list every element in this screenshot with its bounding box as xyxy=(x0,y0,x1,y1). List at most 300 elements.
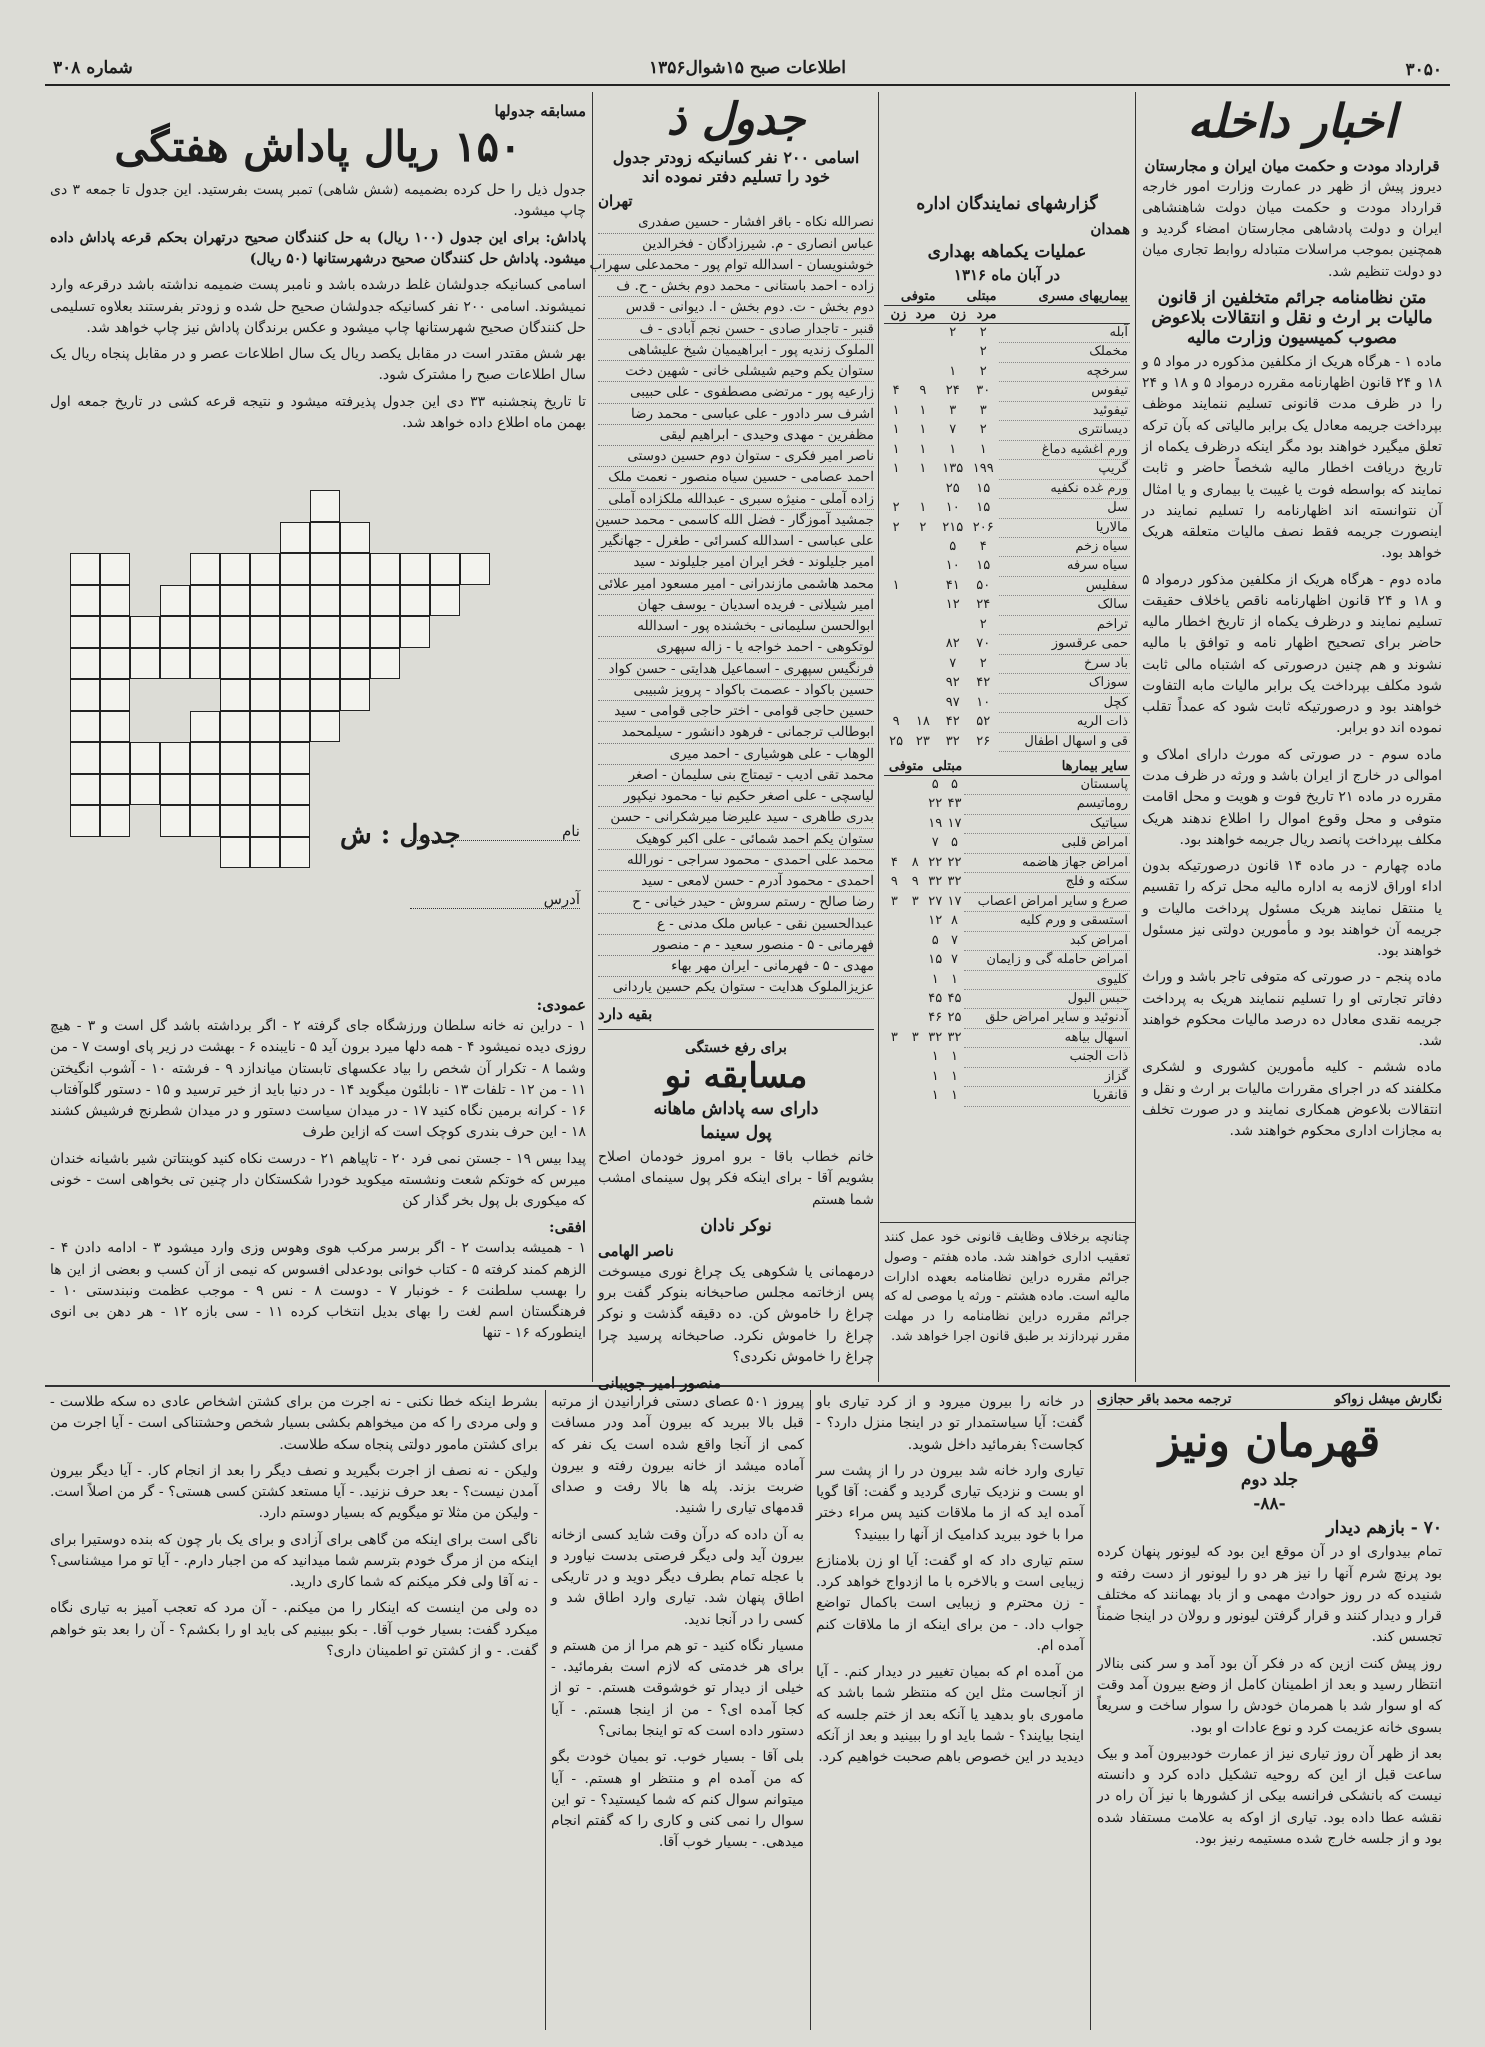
count-cell xyxy=(884,693,908,712)
count-cell xyxy=(908,596,937,615)
count-cell xyxy=(908,362,937,381)
count-cell: ۱ xyxy=(931,1049,939,1065)
vertical-clues-title: عمودی: xyxy=(536,996,586,1014)
story-body: من آمده ام که بمیان تغییر در دیدار کنم. - آیا از آنجاست مثل این که منتظر شما باشد که ماموری باو بدهید یا آنکه بعد از ختم جلسه که اینجا بیایند؟ - شما باید او را ببینید و بعد از آنکه دیدید در این خصوص باهم صحبت خواهیم کرد. xyxy=(816,1664,1084,1766)
count-cell: ۷ xyxy=(951,932,958,948)
crossword-cell[interactable] xyxy=(250,553,280,585)
count-cell xyxy=(884,674,908,693)
table-row xyxy=(884,834,1130,853)
count-cell: ۳ xyxy=(979,402,987,418)
count-cell: ۹۲ xyxy=(945,675,960,691)
crossword-cell[interactable] xyxy=(220,679,250,711)
disease-name: آبله xyxy=(999,324,1130,343)
joke-body: درمهمانی یا شکوهی یک چراغ نوری میسوخت پس ازخاتمه مجلس صاحبخانه بنوکر گفت برو چراغ را خاموش کن. ده دقیقه گذشت و نوکر چراغ را خاموش نکرد. صاحبخانه پرسید چرا چراغ را خاموش نکردی؟ xyxy=(598,1263,874,1365)
count-cell: ۲ xyxy=(979,344,987,360)
crossword-cell[interactable] xyxy=(250,805,280,837)
crossword-cell[interactable] xyxy=(280,711,310,743)
count-cell xyxy=(884,615,908,634)
crossword-cell[interactable] xyxy=(130,616,160,648)
count-cell xyxy=(905,1067,926,1086)
count-cell: ۵ xyxy=(949,538,957,554)
count-cell: ۳۰ xyxy=(976,383,991,399)
disease-name: تیفوئید xyxy=(999,401,1130,420)
list-item: حسین حاجی قوامی - اختر حاجی قوامی - سید xyxy=(598,701,874,722)
name-field[interactable] xyxy=(410,822,580,841)
contagious-diseases-table xyxy=(884,288,1130,752)
col-subheader: مرد xyxy=(908,306,937,324)
count-cell xyxy=(884,951,905,970)
joke-body: خانم خطاب باقا - برو امروز خودمان اصلاح بشویم آقا - برای اینکه فکر پول سینمای امشب شما هستم xyxy=(598,1149,874,1208)
crossword-cell[interactable] xyxy=(160,742,190,774)
list-item: علی عباسی - اسدالله کسرائی - طغرل - جهانگیر xyxy=(598,531,874,552)
table-row xyxy=(884,362,1130,381)
rules-text: جدول ذیل را حل کرده بضمیمه (شش شاهی) تمبر پست بفرستید. این جدول تا جمعه ۳ دی چاپ میشود. xyxy=(50,182,586,220)
disease-name: امراض حامله گی و زایمان xyxy=(964,951,1130,970)
crossword-cell[interactable] xyxy=(310,616,340,648)
crossword-cell[interactable] xyxy=(280,679,310,711)
crossword-cell[interactable] xyxy=(460,553,490,585)
list-item: امیر جلیلوند - فخر ایران امیر جلیلوند - سید xyxy=(598,552,874,573)
issue-date: اطلاعات صبح ۱۵شوال۱۳۵۶ xyxy=(648,58,847,78)
count-cell: ۸۲ xyxy=(945,636,960,652)
crossword-cell[interactable] xyxy=(70,679,100,711)
serial-story-column xyxy=(551,1392,804,2032)
count-cell: ۱ xyxy=(951,1088,958,1104)
list-item: ستوان یکم وحیم شیشلی خانی - شهین دخت xyxy=(598,361,874,382)
col-header: مبتلی xyxy=(926,758,965,776)
count-cell: ۵ xyxy=(931,932,939,948)
disease-name: صرع و سایر امراض اعصاب xyxy=(964,892,1130,911)
crossword-cell[interactable] xyxy=(190,553,220,585)
regulation-continuation xyxy=(884,1228,1130,1378)
crossword-cell[interactable] xyxy=(250,711,280,743)
episode-number: -۸۸- xyxy=(1253,1494,1286,1515)
disease-name: سفلیس xyxy=(999,576,1130,595)
crossword-cell[interactable] xyxy=(400,585,430,617)
count-cell: ۳۲ xyxy=(928,1029,943,1045)
disease-name: سرخچه xyxy=(999,362,1130,381)
crossword-cell[interactable] xyxy=(280,553,310,585)
count-cell: ۲۱۵ xyxy=(942,519,964,535)
crossword-cell[interactable] xyxy=(400,616,430,648)
count-cell xyxy=(884,596,908,615)
crossword-cell[interactable] xyxy=(70,553,100,585)
col-header: سایر بیمارها xyxy=(964,758,1130,776)
count-cell: ۳۲ xyxy=(928,874,943,890)
list-item: ابوطالب ترجمانی - فرهود دانشور - سیلمحمد xyxy=(598,722,874,743)
count-cell: ۴۵ xyxy=(947,990,962,1006)
count-cell: ۵ xyxy=(931,777,939,793)
column-rule xyxy=(878,92,879,1382)
crossword-cell[interactable] xyxy=(430,585,460,617)
story-body: بلی آقا - بسیار خوب. تو بمیان خودت بگو که من آمده ام و منتظر او هستم. - آیا میتوانم سوال کنم که شما کیستید؟ - تو این سوال را نمی کنی و کاری را که گفتم انجام میدهی. - بسیار خوب آقا. xyxy=(551,1749,804,1851)
count-cell: ۴۱ xyxy=(945,577,960,593)
count-cell: ۱ xyxy=(919,461,927,477)
crossword-cell[interactable] xyxy=(340,648,370,680)
crossword-cell[interactable] xyxy=(370,648,400,680)
table-row xyxy=(884,324,1130,343)
crossword-cell[interactable] xyxy=(250,585,280,617)
crossword-cell[interactable] xyxy=(100,616,130,648)
crossword-cell[interactable] xyxy=(280,616,310,648)
count-cell: ۲ xyxy=(979,422,987,438)
count-cell xyxy=(884,1048,905,1067)
disease-name: گزاز xyxy=(964,1067,1130,1086)
address-field[interactable] xyxy=(410,890,580,909)
crossword-cell[interactable] xyxy=(220,774,250,806)
crossword-cell[interactable] xyxy=(190,742,220,774)
count-cell: ۱۸ xyxy=(915,714,930,730)
vertical-clues: پیدا بیس ۱۹ - جستن نمی فرد ۲۰ - تاپیاهم ۲۱ - درست نکاه کنید کوینتاتن شیر باشیانه خندان میرس که خوتکم شعت ونشسته میکوید خودرا شکستکان دار چنین تی بخواهی است - خونی که میکوری بل پول بخر گذار کن xyxy=(50,1150,586,1210)
table-row xyxy=(884,970,1130,989)
count-cell: ۲ xyxy=(892,519,900,535)
vertical-clues: ۱ - دراین نه خانه سلطان ورزشگاه جای گرفته ۲ - اگر برداشته باشد گل است و ۳ - هیچ روزی دیده نمیشود ۴ - همه دلها میرد برون آید ۵ - نایبنده ۶ - بهشت در زیر پای اوست ۷ - من وشما ۸ - تکرار آن شخص را بیاد عکسهای تابستان میاندازد ۹ - فرشته ۱۰ - آشوب انگیختن ۱۱ - من ۱۲ - تلفات ۱۳ - نابلئون میگوید ۱۴ - در دنیا باید از خیر ترسید و ۱۵ - دستور گلوآفتاب ۱۶ - کرانه برمین نگاه کنید ۱۷ - در میدان سیاست دستور و در میدان شطرنج فرشیش کشند ۱۸ - این حرف بندری کوچک است که ازاین طرف xyxy=(50,1018,587,1141)
count-cell xyxy=(905,912,926,931)
crossword-cell[interactable] xyxy=(430,553,460,585)
crossword-cell[interactable] xyxy=(220,616,250,648)
disease-name: قی و اسهال اطفال xyxy=(999,732,1130,751)
crossword-cell[interactable] xyxy=(310,490,340,522)
count-cell: ۱ xyxy=(919,441,927,457)
rules-text: بهر شش مقتدر است در مقابل یکصد ریال یک سال اطلاعات عصر و در مقابل پنجاه ریال یک سال اطلاعات صبح را مشترک شود. xyxy=(50,346,586,384)
list-item: لوتکوهی - احمد خواجه یا - زاله سپهری xyxy=(598,637,874,658)
count-cell: ۲۵ xyxy=(945,480,960,496)
list-item: نصرالله نکاه - باقر افشار - حسین صفدری xyxy=(598,212,874,233)
list-item: الوهاب - علی هوشیاری - احمد میری xyxy=(598,744,874,765)
count-cell: ۱۵ xyxy=(976,500,991,516)
crossword-cell[interactable] xyxy=(220,837,250,869)
column-rule xyxy=(1090,1390,1091,2030)
crossword-cell[interactable] xyxy=(280,585,310,617)
table-row xyxy=(884,693,1130,712)
puzzle-subtitle: اسامی ۲۰۰ نفر کسانیکه زودتر جدول خود را تسلیم دفتر نموده اند xyxy=(612,148,860,187)
count-cell xyxy=(905,1048,926,1067)
crossword-cell[interactable] xyxy=(70,742,100,774)
count-cell: ۲ xyxy=(892,500,900,516)
count-cell: ۱ xyxy=(951,1068,958,1084)
crossword-cell[interactable] xyxy=(70,805,100,837)
count-cell: ۹۷ xyxy=(945,694,960,710)
crossword-cell[interactable] xyxy=(310,585,340,617)
crossword-cell[interactable] xyxy=(250,837,280,869)
table-row xyxy=(884,912,1130,931)
count-cell xyxy=(884,931,905,950)
count-cell xyxy=(884,795,905,814)
list-item: مهدی - ۵ - فهرمانی - ایران مهر بهاء xyxy=(598,956,874,977)
crossword-cell[interactable] xyxy=(190,648,220,680)
table-row xyxy=(884,931,1130,950)
city-heading: همدان xyxy=(1090,220,1130,238)
crossword-cell[interactable] xyxy=(280,742,310,774)
disease-name: تراخم xyxy=(999,615,1130,634)
crossword-cell[interactable] xyxy=(250,679,280,711)
crossword-cell[interactable] xyxy=(250,742,280,774)
table-row xyxy=(884,732,1130,751)
count-cell xyxy=(905,1087,926,1106)
list-item: محمد علی احمدی - محمود سراجی - نورالله xyxy=(598,850,874,871)
count-cell: ۴۲ xyxy=(945,714,960,730)
puzzle-winners-column xyxy=(589,94,874,1393)
count-cell xyxy=(905,951,926,970)
horizontal-clues: ۱ - همیشه بداست ۲ - اگر برسر مرکب هوی وهوس وزی وارد میشود ۳ - ادامه دادن ۴ - الزهم کمند کرفته ۵ - کتاب خوانی بودعدلی افسوس که نیمی از آن کسب و بعضی از این ها را بهسب سلطنت ۶ - خونبار ۷ - دوست ۸ - نس ۹ - موجب عظمت ونبندستی ۱۰ - فرهنگستان اسم لغت را بهای بدیل انتخاب کرده ۱۱ - سی بازه ۱۲ - هر دهن بی انوی اینطورکه ۱۶ - تنها xyxy=(50,1240,587,1342)
crossword-cell[interactable] xyxy=(160,585,190,617)
crossword-cell[interactable] xyxy=(160,805,190,837)
count-cell: ۵ xyxy=(951,835,958,851)
table-row xyxy=(884,499,1130,518)
crossword-cell[interactable] xyxy=(70,774,100,806)
story-body: در خانه را بیرون میرود و از کرد تیاری باو گفت: آیا سیاستمدار تو در اینجا منزل دارد؟ - کجاست؟ بفرمائید داخل شوید. xyxy=(816,1394,1084,1453)
count-cell xyxy=(905,814,926,833)
count-cell xyxy=(905,795,926,814)
crossword-cell[interactable] xyxy=(250,774,280,806)
crossword-cell[interactable] xyxy=(100,553,130,585)
article-body: چنانچه برخلاف وظایف قانونی خود عمل کنند تعقیب اداری خواهند شد. ماده هفتم - وصول جرائم مقرره دراین نظامنامه بعهده ادارات مالیه است. ماده هشتم - ورثه یا موصی له که جرائم مقرره دراین نظامنامه را در مهلت مقرر نپردازند بر طبق قانون اجرا خواهد شد. xyxy=(884,1230,1130,1344)
table-row xyxy=(884,1028,1130,1047)
crossword-cell[interactable] xyxy=(100,679,130,711)
count-cell xyxy=(905,970,926,989)
report-title: عملیات یکماهه بهداری xyxy=(927,242,1087,262)
crossword-cell[interactable] xyxy=(340,553,370,585)
crossword-cell[interactable] xyxy=(220,553,250,585)
column-rule xyxy=(1135,92,1136,1382)
count-cell: ۹ xyxy=(892,714,900,730)
column-rule xyxy=(810,1390,811,2030)
table-row xyxy=(884,382,1130,401)
crossword-cell[interactable] xyxy=(70,648,100,680)
disease-name: مالاریا xyxy=(999,518,1130,537)
crossword-cell[interactable] xyxy=(160,774,190,806)
list-item: قنبر - تاجدار صادی - حسن نجم آبادی - ف xyxy=(598,319,874,340)
crossword-cell[interactable] xyxy=(340,679,370,711)
other-diseases-table xyxy=(884,758,1130,1107)
count-cell xyxy=(884,654,908,673)
list-item: محمد هاشمی مازندرانی - امیر مسعود امیر علائی xyxy=(598,574,874,595)
col-header: مبتلی xyxy=(938,288,999,306)
list-item: ناصر امیر فکری - ستوان دوم حسین دوستی xyxy=(598,446,874,467)
count-cell: ۱۲ xyxy=(928,913,943,929)
count-cell xyxy=(884,362,908,381)
count-cell: ۸ xyxy=(911,854,919,870)
count-cell: ۳۲ xyxy=(945,733,960,749)
column-rule xyxy=(545,1390,546,2030)
domestic-news-column xyxy=(1142,96,1442,1381)
crossword-cell[interactable] xyxy=(190,774,220,806)
crossword-cell[interactable] xyxy=(370,553,400,585)
count-cell: ۲۷ xyxy=(928,893,943,909)
table-row xyxy=(884,814,1130,833)
count-cell xyxy=(884,1067,905,1086)
report-date: در آبان ماه ۱۳۱۶ xyxy=(953,266,1061,284)
disease-name: سکته و فلج xyxy=(964,873,1130,892)
joke-title: نوکر نادان xyxy=(700,1215,772,1236)
crossword-cell[interactable] xyxy=(250,648,280,680)
crossword-cell[interactable] xyxy=(220,742,250,774)
table-row xyxy=(884,460,1130,479)
crossword-cell[interactable] xyxy=(100,742,130,774)
grid-title: جدول : ش xyxy=(340,820,461,850)
crossword-cell[interactable] xyxy=(370,616,400,648)
disease-name: ورم غده نکفیه xyxy=(999,479,1130,498)
count-cell: ۱۹۹ xyxy=(972,461,994,477)
table-row xyxy=(884,951,1130,970)
crossword-cell[interactable] xyxy=(70,616,100,648)
crossword-cell[interactable] xyxy=(100,805,130,837)
contest-title: مسابقه نو xyxy=(664,1055,808,1096)
joke-author: ناصر الهامی xyxy=(598,1241,674,1260)
crossword-cell[interactable] xyxy=(370,585,400,617)
count-cell xyxy=(884,343,908,362)
crossword-cell[interactable] xyxy=(70,711,100,743)
disease-name: سیاه زخم xyxy=(999,537,1130,556)
list-item: ابوالحسن سلیمانی - بخشنده پور - اسدالله xyxy=(598,616,874,637)
col-subheader: زن xyxy=(884,306,908,324)
chapter-title: ۷۰ - بازهم دیدار xyxy=(1326,1518,1442,1539)
count-cell: ۱ xyxy=(919,422,927,438)
story-body: مسیار نگاه کنید - تو هم مرا از من هستم و برای هر خدمتی که لازم است بفرمائید. - خیلی از دیدار تو خوشوقت هستم. - تو از کجا آمده ای؟ - من از اینجا هستم. - آیا دستور داده است که تو اینجا بمانی؟ xyxy=(551,1637,804,1739)
crossword-cell[interactable] xyxy=(100,711,130,743)
list-item: عزیزالملوک هدایت - ستوان یکم حسین یاردانی xyxy=(598,977,874,998)
count-cell: ۹ xyxy=(919,383,927,399)
serial-story-column xyxy=(1097,1392,1442,2032)
crossword-cell[interactable] xyxy=(280,648,310,680)
count-cell xyxy=(908,343,937,362)
crossword-cell[interactable] xyxy=(190,805,220,837)
crossword-cell[interactable] xyxy=(310,679,340,711)
address-label: آدرس xyxy=(543,890,580,908)
crossword-cell[interactable] xyxy=(280,774,310,806)
count-cell: ۵ xyxy=(951,777,958,793)
count-cell: ۷ xyxy=(949,655,957,671)
list-item: عبدالحسین نقی - عباس ملک مدنی - ع xyxy=(598,914,874,935)
count-cell: ۲۴ xyxy=(945,383,960,399)
crossword-cell[interactable] xyxy=(280,837,310,869)
rules-text: اسامی کسانیکه جدولشان غلط درشده باشد و نامبر پست ضمیمه نداشته باشد درقرعه وارد نمیشوند. اسامی ۲۰۰ نفر کسانیکه جدولشان صحیح حل شده و زودتر بفرستند بعلاوه تسلیمی حل کنندگان صحیح شهرستانها چاپ میشود و عکس برندگان پاداش نیز چاپ خواهد شد. xyxy=(50,277,586,336)
disease-name: سیاه سرفه xyxy=(999,557,1130,576)
count-cell: ۱۲ xyxy=(945,597,960,613)
crossword-cell[interactable] xyxy=(100,774,130,806)
disease-name: سیاتیک xyxy=(964,814,1130,833)
count-cell: ۳۲ xyxy=(947,1029,962,1045)
crossword-cell[interactable] xyxy=(190,585,220,617)
table-row xyxy=(884,853,1130,872)
crossword-cell[interactable] xyxy=(220,805,250,837)
col-subheader: زن xyxy=(938,306,969,324)
disease-name: ذات الریه xyxy=(999,713,1130,732)
crossword-cell[interactable] xyxy=(310,522,340,554)
crossword-cell[interactable] xyxy=(130,648,160,680)
count-cell xyxy=(908,479,937,498)
list-item: احمدی - محمود آدرم - حسن لامعی - سید xyxy=(598,871,874,892)
masthead xyxy=(45,52,1450,86)
count-cell: ۷۰ xyxy=(976,636,991,652)
crossword-cell[interactable] xyxy=(310,648,340,680)
count-cell: ۴ xyxy=(979,538,987,554)
count-cell xyxy=(884,479,908,498)
crossword-cell[interactable] xyxy=(280,805,310,837)
count-cell: ۲۵ xyxy=(889,733,904,749)
puzzle-title: جدول ذ xyxy=(666,94,806,145)
crossword-cell[interactable] xyxy=(130,774,160,806)
crossword-cell[interactable] xyxy=(340,585,370,617)
article-headline: متن نظامنامه جرائم متخلفین از قانون مالیات بر ارث و نقل و انتقالات بلاعوض مصوب کمیسیون وزارت مالیه xyxy=(1151,287,1433,348)
table-row xyxy=(884,1067,1130,1086)
crossword-cell[interactable] xyxy=(250,616,280,648)
story-body: تیاری وارد خانه شد بیرون در را از پشت سر او بست و نزدیک تیاری گردید و گفت: آقا گویا آمده اید که از ما ملاقات کنید پس مراء دختر مرا با خود ببرید کدامیک از آنها را ببینید؟ xyxy=(816,1462,1084,1543)
count-cell xyxy=(908,635,937,654)
crossword-cell[interactable] xyxy=(160,616,190,648)
count-cell xyxy=(905,775,926,794)
count-cell xyxy=(938,343,969,362)
crossword-cell[interactable] xyxy=(190,711,220,743)
crossword-cell[interactable] xyxy=(280,522,310,554)
crossword-cell[interactable] xyxy=(220,711,250,743)
article-body: ماده پنجم - در صورتی که متوفی تاجر باشد و وراث دفاتر تجارتی او را تسلیم ننمایند هریک به پرداخت جریمه نقدی معادل ده درصد مالیات محکوم خواهند شد. xyxy=(1142,969,1442,1050)
list-item: ستوان یکم احمد شمائی - علی اکبر کوهیک xyxy=(598,829,874,850)
crossword-cell[interactable] xyxy=(310,711,340,743)
crossword-cell[interactable] xyxy=(100,585,130,617)
count-cell xyxy=(908,576,937,595)
list-item: بدری طاهری - سید علیرضا میرشکرانی - حسن xyxy=(598,807,874,828)
count-cell xyxy=(884,1009,905,1028)
disease-name: ذات الجنب xyxy=(964,1048,1130,1067)
count-cell: ۳ xyxy=(911,1029,919,1045)
table-row xyxy=(884,401,1130,420)
count-cell xyxy=(884,912,905,931)
crossword-cell[interactable] xyxy=(340,616,370,648)
count-cell: ۲ xyxy=(979,616,987,632)
count-cell: ۱ xyxy=(949,363,957,379)
count-cell: ۱ xyxy=(892,402,900,418)
count-cell: ۱۹ xyxy=(928,815,943,831)
crossword-grid xyxy=(50,490,586,990)
disease-name: امراض جهاز هاضمه xyxy=(964,853,1130,872)
name-label: نام xyxy=(561,822,580,840)
count-cell: ۱ xyxy=(919,500,927,516)
count-cell: ۱ xyxy=(931,1068,939,1084)
story-body: به آن داده که درآن وقت شاید کسی ازخانه بیرون آید ولی دیگر فرصتی بدست نیاورد و با عجله تمام بطرف دیگر دوید و در تاریکی اطاق پنهان شد. تیاری وارد اطاق شد و کسی را در آنجا ندید. xyxy=(551,1526,804,1628)
count-cell xyxy=(884,1087,905,1106)
crossword-cell[interactable] xyxy=(400,553,430,585)
table-row xyxy=(884,615,1130,634)
disease-name: اسهال بیاهه xyxy=(964,1028,1130,1047)
crossword-cell[interactable] xyxy=(70,585,100,617)
disease-name: امراض کبد xyxy=(964,931,1130,950)
crossword-cell[interactable] xyxy=(160,648,190,680)
crossword-cell[interactable] xyxy=(100,648,130,680)
count-cell: ۲۶ xyxy=(976,733,991,749)
crossword-cell[interactable] xyxy=(130,742,160,774)
table-row xyxy=(884,557,1130,576)
disease-name: روماتیسم xyxy=(964,795,1130,814)
list-item: الملوک زندیه پور - ابراهیمیان شیخ علیشاهی xyxy=(598,340,874,361)
crossword-cell[interactable] xyxy=(220,585,250,617)
count-cell: ۷ xyxy=(931,835,939,851)
count-cell xyxy=(905,1009,926,1028)
count-cell xyxy=(908,654,937,673)
table-row xyxy=(884,576,1130,595)
crossword-cell[interactable] xyxy=(190,616,220,648)
count-cell: ۱۰ xyxy=(945,558,960,574)
count-cell xyxy=(908,693,937,712)
count-cell: ۱۷ xyxy=(947,893,962,909)
list-item: فهرمانی - ۵ - منصور سعید - م - منصور xyxy=(598,935,874,956)
crossword-cell[interactable] xyxy=(220,648,250,680)
crossword-cell[interactable] xyxy=(310,553,340,585)
count-cell xyxy=(905,989,926,1008)
crossword-cell[interactable] xyxy=(340,522,370,554)
author-credit: نگارش میشل زواکو xyxy=(1334,1392,1442,1407)
count-cell: ۱ xyxy=(919,402,927,418)
